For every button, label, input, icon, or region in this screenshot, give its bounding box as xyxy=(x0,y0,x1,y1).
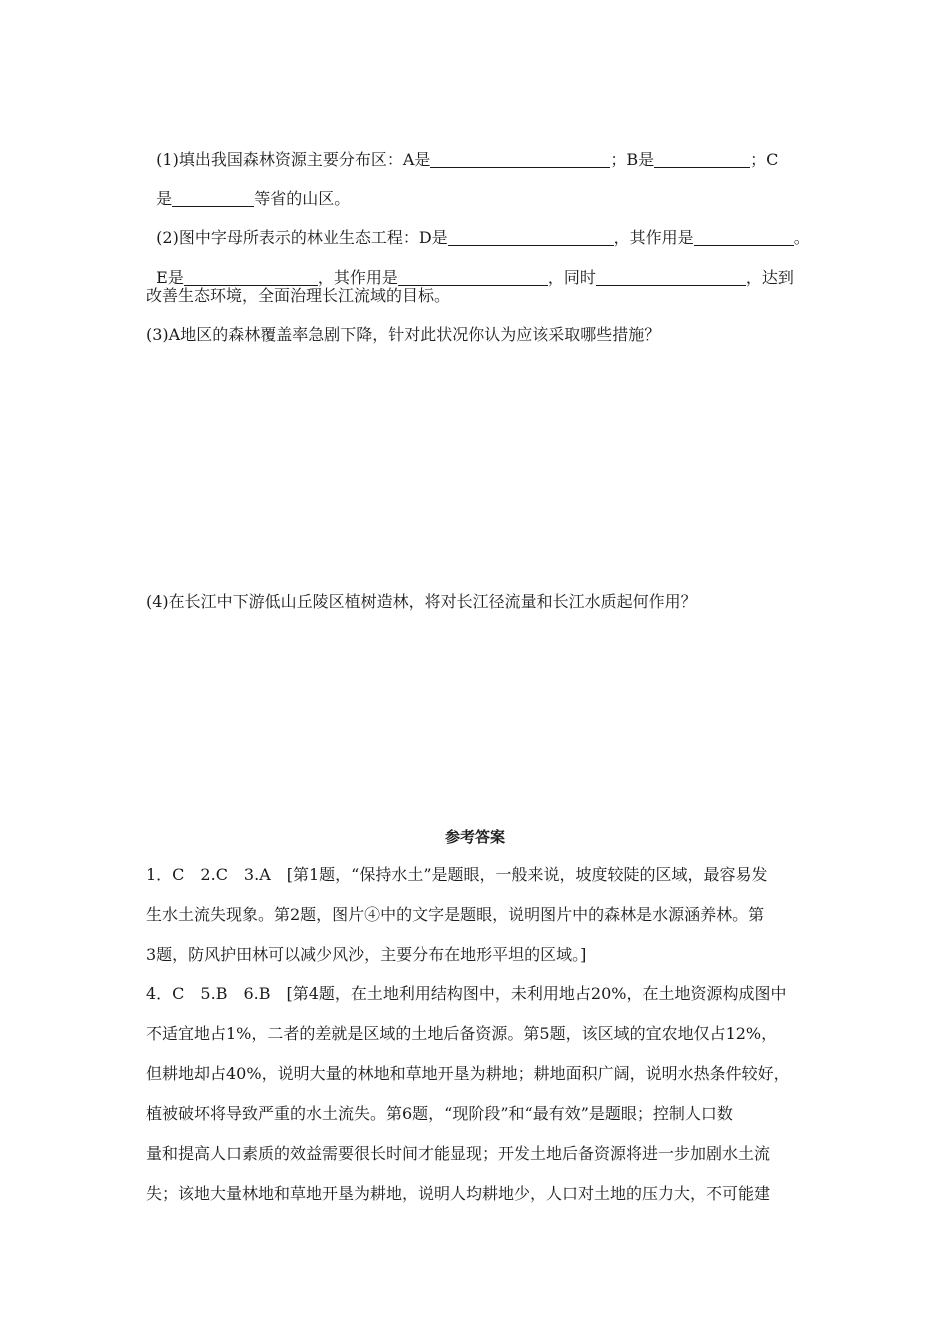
answer-line: 失；该地大量林地和草地开垦为耕地，说明人均耕地少，人口对土地的压力大，不可能建 xyxy=(146,1184,771,1203)
answer-line: 3题，防风护田林可以减少风沙，主要分布在地形平坦的区域。] xyxy=(146,945,587,964)
q1-line2-suffix: 等省的山区。 xyxy=(254,189,351,208)
q2-line2-mid1: ，其作用是 xyxy=(317,268,398,287)
q4-question: (4)在长江中下游低山丘陵区植树造林，将对长江径流量和长江水质起何作用？ xyxy=(146,592,697,611)
q2-line3: 改善生态环境，全面治理长江流域的目标。 xyxy=(146,286,451,305)
q1-line1 xyxy=(146,127,778,171)
answers-title: 参考答案 xyxy=(444,828,505,846)
answer-line: 量和提高人口素质的效益需要很长时间才能显现；开发土地后备资源将进一步加剧水土流 xyxy=(146,1144,771,1163)
q1-line1-suffix: ；C xyxy=(750,150,779,169)
answer-line: 生水土流失现象。第2题，图片④中的文字是题眼，说明图片中的森林是水源涵养林。第 xyxy=(146,905,765,924)
answer-line: 但耕地却占40%，说明大量的林地和草地开垦为耕地；耕地面积广阔，说明水热条件较好， xyxy=(146,1064,790,1083)
q1-line1-prefix: (1)填出我国森林资源主要分布区：A是 xyxy=(156,150,431,169)
q2-blank-e[interactable] xyxy=(184,269,318,286)
answer-line: 4．C 5.B 6.B [第4题，在土地利用结构图中，未利用地占20%，在土地资源构成图中 xyxy=(146,984,787,1003)
q2-blank-d[interactable] xyxy=(448,229,614,246)
q2-line1 xyxy=(146,205,810,249)
q2-blank-e-also[interactable] xyxy=(596,269,746,286)
q2-line2-prefix: E是 xyxy=(156,268,184,287)
q2-line2 xyxy=(146,245,794,289)
q1-line2-prefix: 是 xyxy=(156,189,173,208)
q2-line2-suffix: ，达到 xyxy=(745,268,794,287)
q2-line1-prefix: (2)图中字母所表示的林业生态工程：D是 xyxy=(156,228,448,247)
q1-line2 xyxy=(146,166,350,210)
q2-line1-suffix: 。 xyxy=(793,228,810,247)
q2-line2-mid2: ，同时 xyxy=(547,268,596,287)
q2-blank-d-effect[interactable] xyxy=(694,229,794,246)
q1-line1-mid: ；B是 xyxy=(610,150,655,169)
q2-blank-e-effect[interactable] xyxy=(398,269,548,286)
q2-line1-mid: ，其作用是 xyxy=(613,228,694,247)
answer-line: 1．C 2.C 3.A [第1题，“保持水土”是题眼，一般来说，坡度较陡的区域，最容易发 xyxy=(146,865,768,884)
answer-line: 不适宜地占1%，二者的差就是区域的土地后备资源。第5题，该区域的宜农地仅占12%， xyxy=(146,1024,778,1043)
q1-blank-b[interactable] xyxy=(654,151,750,168)
q3-question: (3)A地区的森林覆盖率急剧下降，针对此状况你认为应该采取哪些措施？ xyxy=(146,325,661,344)
q1-blank-a[interactable] xyxy=(430,151,610,168)
answer-line: 植被破坏将导致严重的水土流失。第6题，“现阶段”和“最有效”是题眼；控制人口数 xyxy=(146,1104,733,1123)
